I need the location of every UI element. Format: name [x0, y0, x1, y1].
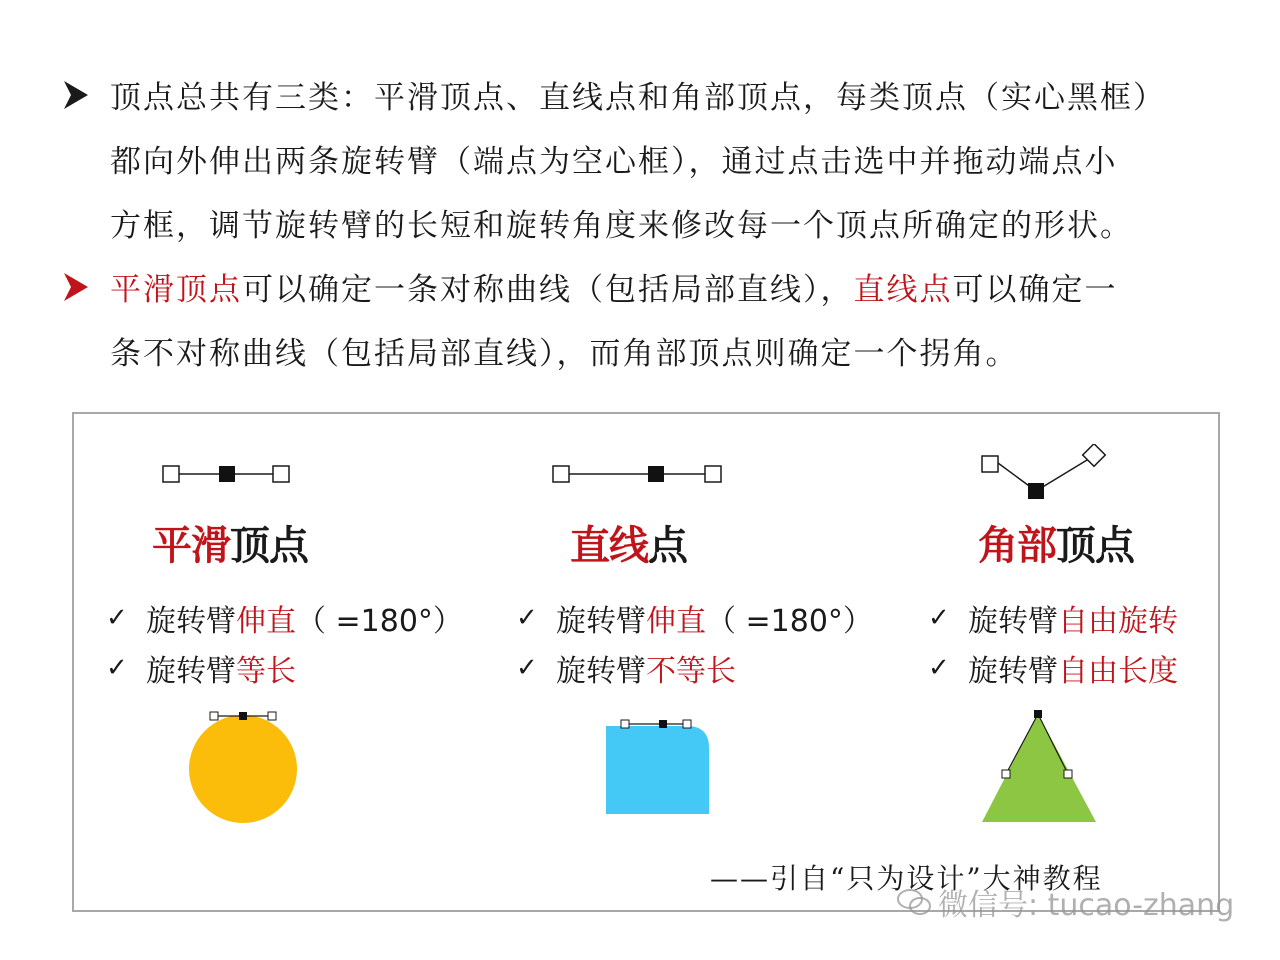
vertex-types-panel [72, 412, 1220, 912]
column-smooth-vertex [74, 414, 474, 910]
check-item: ✓ 旋转臂 不等长 [516, 653, 736, 689]
smooth-handle-icon [162, 464, 292, 484]
check-item: ✓ 旋转臂 自由长度 [928, 653, 1178, 689]
check-item: ✓ 旋转臂 伸直 （ =180°） [516, 603, 873, 639]
bullet-1-text [110, 66, 1166, 258]
bullet-2-text-b: 可以确定一 [952, 272, 1118, 308]
bullet-1-line-2: 都向外伸出两条旋转臂（端点为空心框），通过点击选中并拖动端点小 [110, 144, 1118, 180]
checkmark-icon: ✓ [516, 653, 538, 683]
title-corner-vertex: 角部顶点 [978, 523, 1134, 569]
corner-handle-icon [980, 444, 1110, 504]
bullet-2-text-a: 可以确定一条对称曲线（包括局部直线）， [242, 272, 854, 308]
straight-handle-icon [552, 464, 724, 484]
title-straight-point: 直线点 [570, 523, 687, 569]
bullet-1 [62, 66, 1166, 258]
bullet-2-line-2: 条不对称曲线（包括局部直线），而角部顶点则确定一个拐角。 [110, 336, 1019, 372]
bullet-2-text [110, 258, 1118, 386]
checkmark-icon: ✓ [928, 603, 950, 633]
title-smooth-vertex: 平滑顶点 [152, 523, 308, 569]
checkmark-icon: ✓ [106, 603, 128, 633]
check-item: ✓ 旋转臂 自由旋转 [928, 603, 1178, 639]
watermark-text: 微信号: tucao-zhang [938, 888, 1235, 923]
circle-shape [184, 706, 304, 826]
column-straight-point [474, 414, 874, 910]
bullet-1-line-3: 方框，调节旋转臂的长短和旋转角度来修改每一个顶点所确定的形状。 [110, 208, 1133, 244]
wechat-watermark [896, 880, 1234, 924]
bullet-1-line-1: 顶点总共有三类：平滑顶点、直线点和角部顶点，每类顶点（实心黑框） [110, 80, 1166, 116]
check-item: ✓ 旋转臂 等长 [106, 653, 296, 689]
triangle-shape [980, 706, 1100, 826]
column-corner-vertex [874, 414, 1218, 910]
arrow-bullet-icon [62, 270, 90, 304]
term-smooth-vertex: 平滑顶点 [110, 272, 242, 308]
term-straight-point: 直线点 [853, 272, 953, 308]
rounded-corner-square-shape [602, 716, 717, 821]
arrow-bullet-icon [62, 78, 90, 112]
checkmark-icon: ✓ [928, 653, 950, 683]
wechat-icon [896, 887, 932, 917]
check-item: ✓ 旋转臂 伸直 （ =180°） [106, 603, 463, 639]
source-credit: ——引自“只为设计”大神教程 [710, 862, 1103, 895]
checkmark-icon: ✓ [516, 603, 538, 633]
checkmark-icon: ✓ [106, 653, 128, 683]
bullet-2 [62, 258, 1118, 386]
